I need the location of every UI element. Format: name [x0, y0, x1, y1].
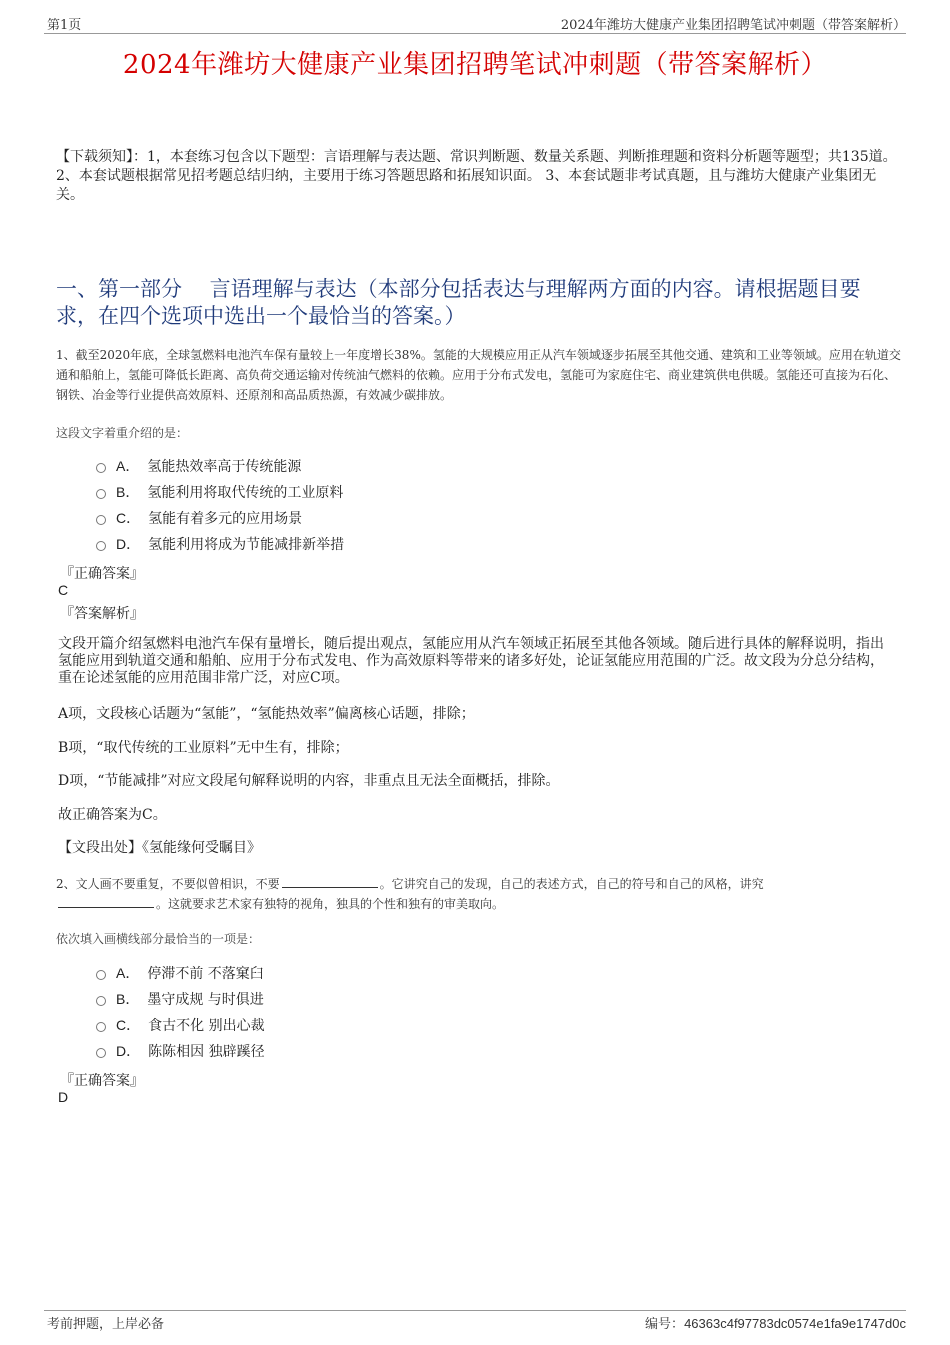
radio-icon[interactable] [96, 996, 106, 1006]
question-2-prompt: 依次填入画横线部分最恰当的一项是： [56, 932, 261, 946]
q1-option-a[interactable] [96, 456, 301, 476]
q1-analysis-paragraph: 文段开篇介绍氢燃料电池汽车保有量增长，随后提出观点，氢能应用从汽车领域正拓展至其他各领域。随后进行具体的解释说明，指出氢能应用到轨道交通和船舶、应用于分布式发电、作为高效原料等带来的诸多好处，论证氢能应用范围的广泛。故文段为分总分结构，重在论述氢能的应用范围非常广泛，对应C项。 [58, 636, 884, 686]
document-title: 2024年潍坊大健康产业集团招聘笔试冲刺题（带答案解析） [122, 50, 828, 80]
radio-icon[interactable] [96, 1022, 106, 1032]
code-label: 编号： [645, 1317, 685, 1332]
option-text: 墨守成规 与时俱进 [147, 992, 264, 1008]
option-letter: A． [116, 965, 140, 981]
footer-divider [44, 1310, 906, 1311]
option-letter: B． [116, 991, 140, 1007]
section-heading: 一、第一部分 言语理解与表达（本部分包括表达与理解两方面的内容。请根据题目要求，在四个选项中选出一个最恰当的答案。） [56, 277, 861, 328]
code-value: 46363c4f97783dc0574e1fa9e1747d0c [684, 1316, 906, 1331]
radio-icon[interactable] [96, 541, 106, 551]
option-letter: D． [116, 1043, 141, 1059]
option-text: 氢能利用将成为节能减排新举措 [148, 537, 345, 553]
question-1-prompt: 这段文字着重介绍的是： [56, 426, 189, 440]
stem-text: 。这就要求艺术家有独特的视角，独具的个性和独有的审美取向。 [156, 897, 505, 911]
q2-option-b[interactable] [96, 989, 264, 1009]
stem-text: 。它讲究自己的发现，自己的表述方式，自己的符号和自己的风格，讲究 [379, 877, 764, 891]
radio-icon[interactable] [96, 463, 106, 473]
footer-slogan: 考前押题，上岸必备 [47, 1317, 165, 1332]
q2-answer-label: 『正确答案』 [60, 1073, 144, 1089]
q2-option-d[interactable] [96, 1041, 265, 1061]
fill-blank [282, 877, 378, 888]
q2-option-a[interactable] [96, 963, 264, 983]
option-text: 氢能热效率高于传统能源 [147, 459, 302, 475]
page-number: 第1页 [47, 18, 82, 33]
question-2-stem [56, 874, 902, 914]
q2-answer-value: D [58, 1089, 69, 1105]
q1-option-b[interactable] [96, 482, 343, 502]
header-divider [44, 33, 906, 34]
option-letter: B． [116, 484, 140, 500]
q1-option-c[interactable] [96, 508, 302, 528]
radio-icon[interactable] [96, 1048, 106, 1058]
option-text: 停滞不前 不落窠臼 [147, 966, 264, 982]
radio-icon[interactable] [96, 970, 106, 980]
q1-analysis-option-d: D项，“节能减排”对应文段尾句解释说明的内容，非重点且无法全面概括，排除。 [58, 773, 560, 789]
option-letter: C． [116, 510, 141, 526]
q1-option-d[interactable] [96, 534, 344, 554]
fill-blank [58, 897, 154, 908]
option-letter: A． [116, 458, 140, 474]
q1-analysis-option-a: A项，文段核心话题为“氢能”，“氢能热效率”偏离核心话题，排除； [58, 706, 475, 722]
download-notice: 【下载须知】：1，本套练习包含以下题型：言语理解与表达题、常识判断题、数量关系题、判断推理题和资料分析题等题型；共135道。 2、本套试题根据常见招考题总结归纳，主要用于练习答题思路和拓展知识面。 3、本套试题非考试真题，且与潍坊大健康产业集团无关。 [56, 149, 897, 203]
radio-icon[interactable] [96, 515, 106, 525]
footer-code [645, 1313, 906, 1332]
option-text: 陈陈相因 独辟蹊径 [148, 1044, 265, 1060]
option-letter: D． [116, 536, 141, 552]
q2-option-c[interactable] [96, 1015, 265, 1035]
option-text: 氢能有着多元的应用场景 [148, 511, 303, 527]
q1-analysis-option-b: B项，“取代传统的工业原料”无中生有，排除； [58, 740, 349, 756]
q1-answer-label: 『正确答案』 [60, 566, 144, 582]
header-doc-title: 2024年潍坊大健康产业集团招聘笔试冲刺题（带答案解析） [560, 18, 906, 33]
option-text: 食古不化 别出心裁 [148, 1018, 265, 1034]
option-text: 氢能利用将取代传统的工业原料 [147, 485, 344, 501]
q1-analysis-conclusion: 故正确答案为C。 [58, 807, 167, 823]
q1-analysis-label: 『答案解析』 [60, 606, 144, 622]
option-letter: C． [116, 1017, 141, 1033]
radio-icon[interactable] [96, 489, 106, 499]
q1-answer-value: C [58, 582, 69, 598]
stem-text: 2、文人画不要重复，不要似曾相识，不要 [56, 877, 280, 891]
q1-source: 【文段出处】《氢能缘何受瞩目》 [58, 840, 261, 856]
question-1-stem: 1、截至2020年底，全球氢燃料电池汽车保有量较上一年度增长38%。氢能的大规模应用正从汽车领域逐步拓展至其他交通、建筑和工业等领域。应用在轨道交通和船舶上，氢能可降低长距离、高负荷交通运输对传统油气燃料的依赖。应用于分布式发电，氢能可为家庭住宅、商业建筑供电供暖。氢能还可直接为石化、钢铁、冶金等行业提供高效原料、还原剂和高品质热源，有效减少碳排放。 [56, 348, 901, 402]
